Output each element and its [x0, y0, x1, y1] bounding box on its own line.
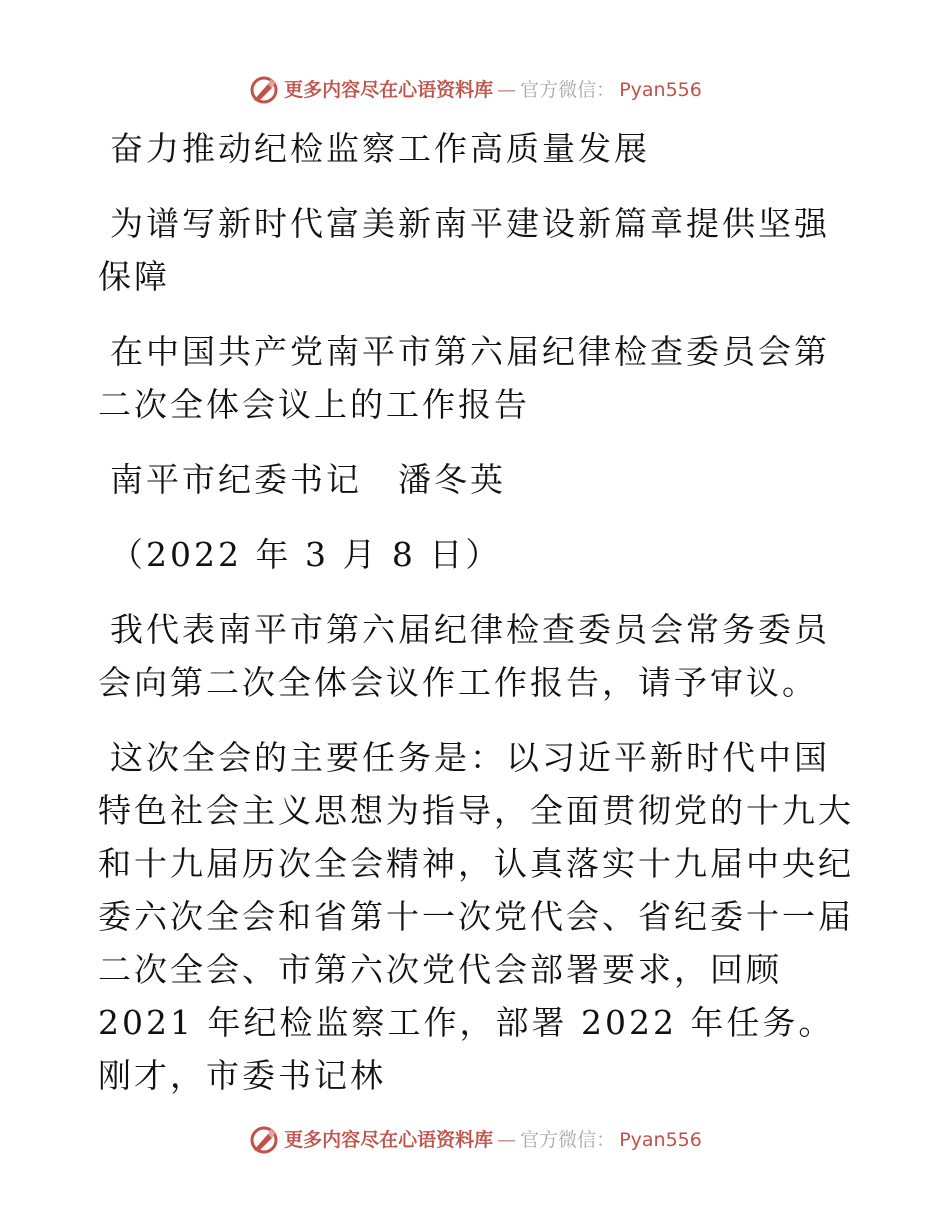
report-title: 奋力推动纪检监察工作高质量发展: [110, 129, 650, 168]
report-author: 南平市纪委书记 潘冬英: [110, 460, 506, 499]
report-subtitle: 为谱写新时代富美新南平建设新篇章提供坚强保障: [98, 204, 830, 296]
watermark-main-text: 更多内容尽在心语资料库: [284, 79, 494, 101]
header-watermark: [0, 70, 950, 110]
pen-logo-icon: [248, 1124, 280, 1156]
footer-watermark: [0, 1120, 950, 1160]
watermark-separator: —: [497, 79, 517, 101]
document-body: [98, 122, 858, 1102]
body-paragraph: 这次全会的主要任务是：以习近平新时代中国特色社会主义思想为指导，全面贯彻党的十九大和十九届历次全会精神，认真落实十九届中央纪委六次全会和省第十一次党代会、省纪委十一届二次全会、市第六次党代会部署要求，回顾 2021 年纪检监察工作，部署 2022 年任务。刚才，市委书记林: [98, 738, 854, 1095]
watermark-label: 官方微信：: [520, 1129, 616, 1151]
report-date: （2022 年 3 月 8 日）: [110, 535, 502, 574]
watermark-main-text: 更多内容尽在心语资料库: [284, 1129, 494, 1151]
watermark-wechat-id: Pyan556: [619, 79, 702, 101]
watermark-label: 官方微信：: [520, 79, 616, 101]
watermark-separator: —: [497, 1129, 517, 1151]
watermark-wechat-id: Pyan556: [619, 1129, 702, 1151]
body-paragraph: 我代表南平市第六届纪律检查委员会常务委员会向第二次全体会议作工作报告，请予审议。: [98, 610, 830, 702]
pen-logo-icon: [248, 74, 280, 106]
report-occasion: 在中国共产党南平市第六届纪律检查委员会第二次全体会议上的工作报告: [98, 332, 830, 424]
